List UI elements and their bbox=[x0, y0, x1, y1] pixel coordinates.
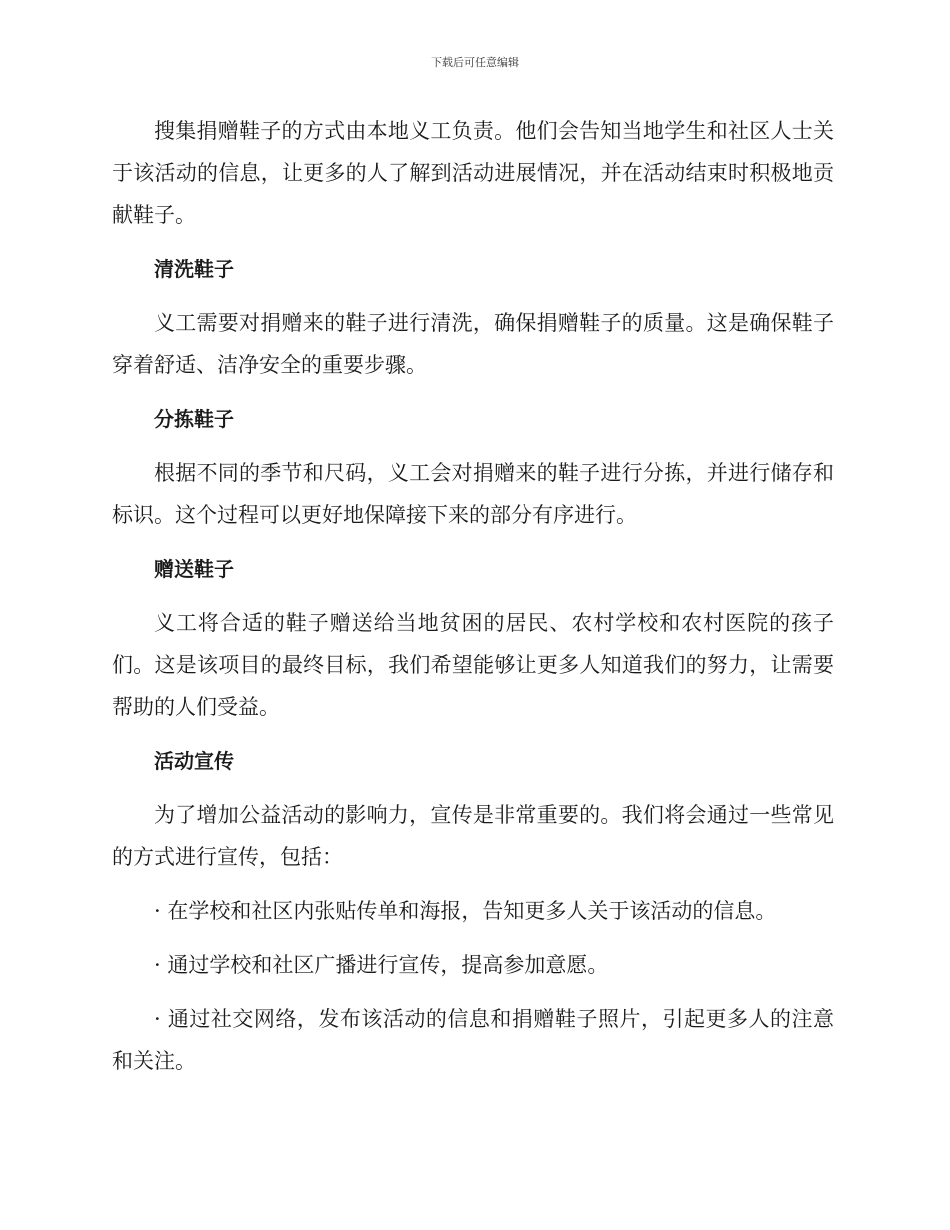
heading-sort-shoes: 分拣鞋子 bbox=[154, 407, 234, 431]
paragraph-give-shoes: 义工将合适的鞋子赠送给当地贫困的居民、农村学校和农村医院的孩子们。这是该项目的最终目标，我们希望能够让更多人知道我们的努力，让需要帮助的人们受益。 bbox=[112, 611, 834, 719]
heading-give-shoes: 赠送鞋子 bbox=[154, 557, 234, 581]
document-body bbox=[112, 110, 834, 1094]
paragraph-sort-shoes: 根据不同的季节和尺码，义工会对捐赠来的鞋子进行分拣，并进行储存和标识。这个过程可以更好地保障接下来的部分有序进行。 bbox=[112, 461, 834, 527]
heading-clean-shoes: 清洗鞋子 bbox=[154, 257, 234, 281]
paragraph-promotion: 为了增加公益活动的影响力，宣传是非常重要的。我们将会通过一些常见的方式进行宣传，包括： bbox=[112, 803, 834, 869]
list-item: · 通过社交网络，发布该活动的信息和捐赠鞋子照片，引起更多人的注意和关注。 bbox=[112, 1007, 834, 1073]
heading-promotion: 活动宣传 bbox=[154, 749, 234, 773]
list-item: · 在学校和社区内张贴传单和海报，告知更多人关于该活动的信息。 bbox=[154, 899, 777, 923]
list-item: · 通过学校和社区广播进行宣传，提高参加意愿。 bbox=[154, 953, 609, 977]
paragraph-clean-shoes: 义工需要对捐赠来的鞋子进行清洗，确保捐赠鞋子的质量。这是确保鞋子穿着舒适、洁净安全的重要步骤。 bbox=[112, 311, 834, 377]
header-note: 下载后可任意编辑 bbox=[431, 56, 519, 69]
paragraph-collect: 搜集捐赠鞋子的方式由本地义工负责。他们会告知当地学生和社区人士关于该活动的信息，让更多的人了解到活动进展情况，并在活动结束时积极地贡献鞋子。 bbox=[112, 119, 834, 227]
